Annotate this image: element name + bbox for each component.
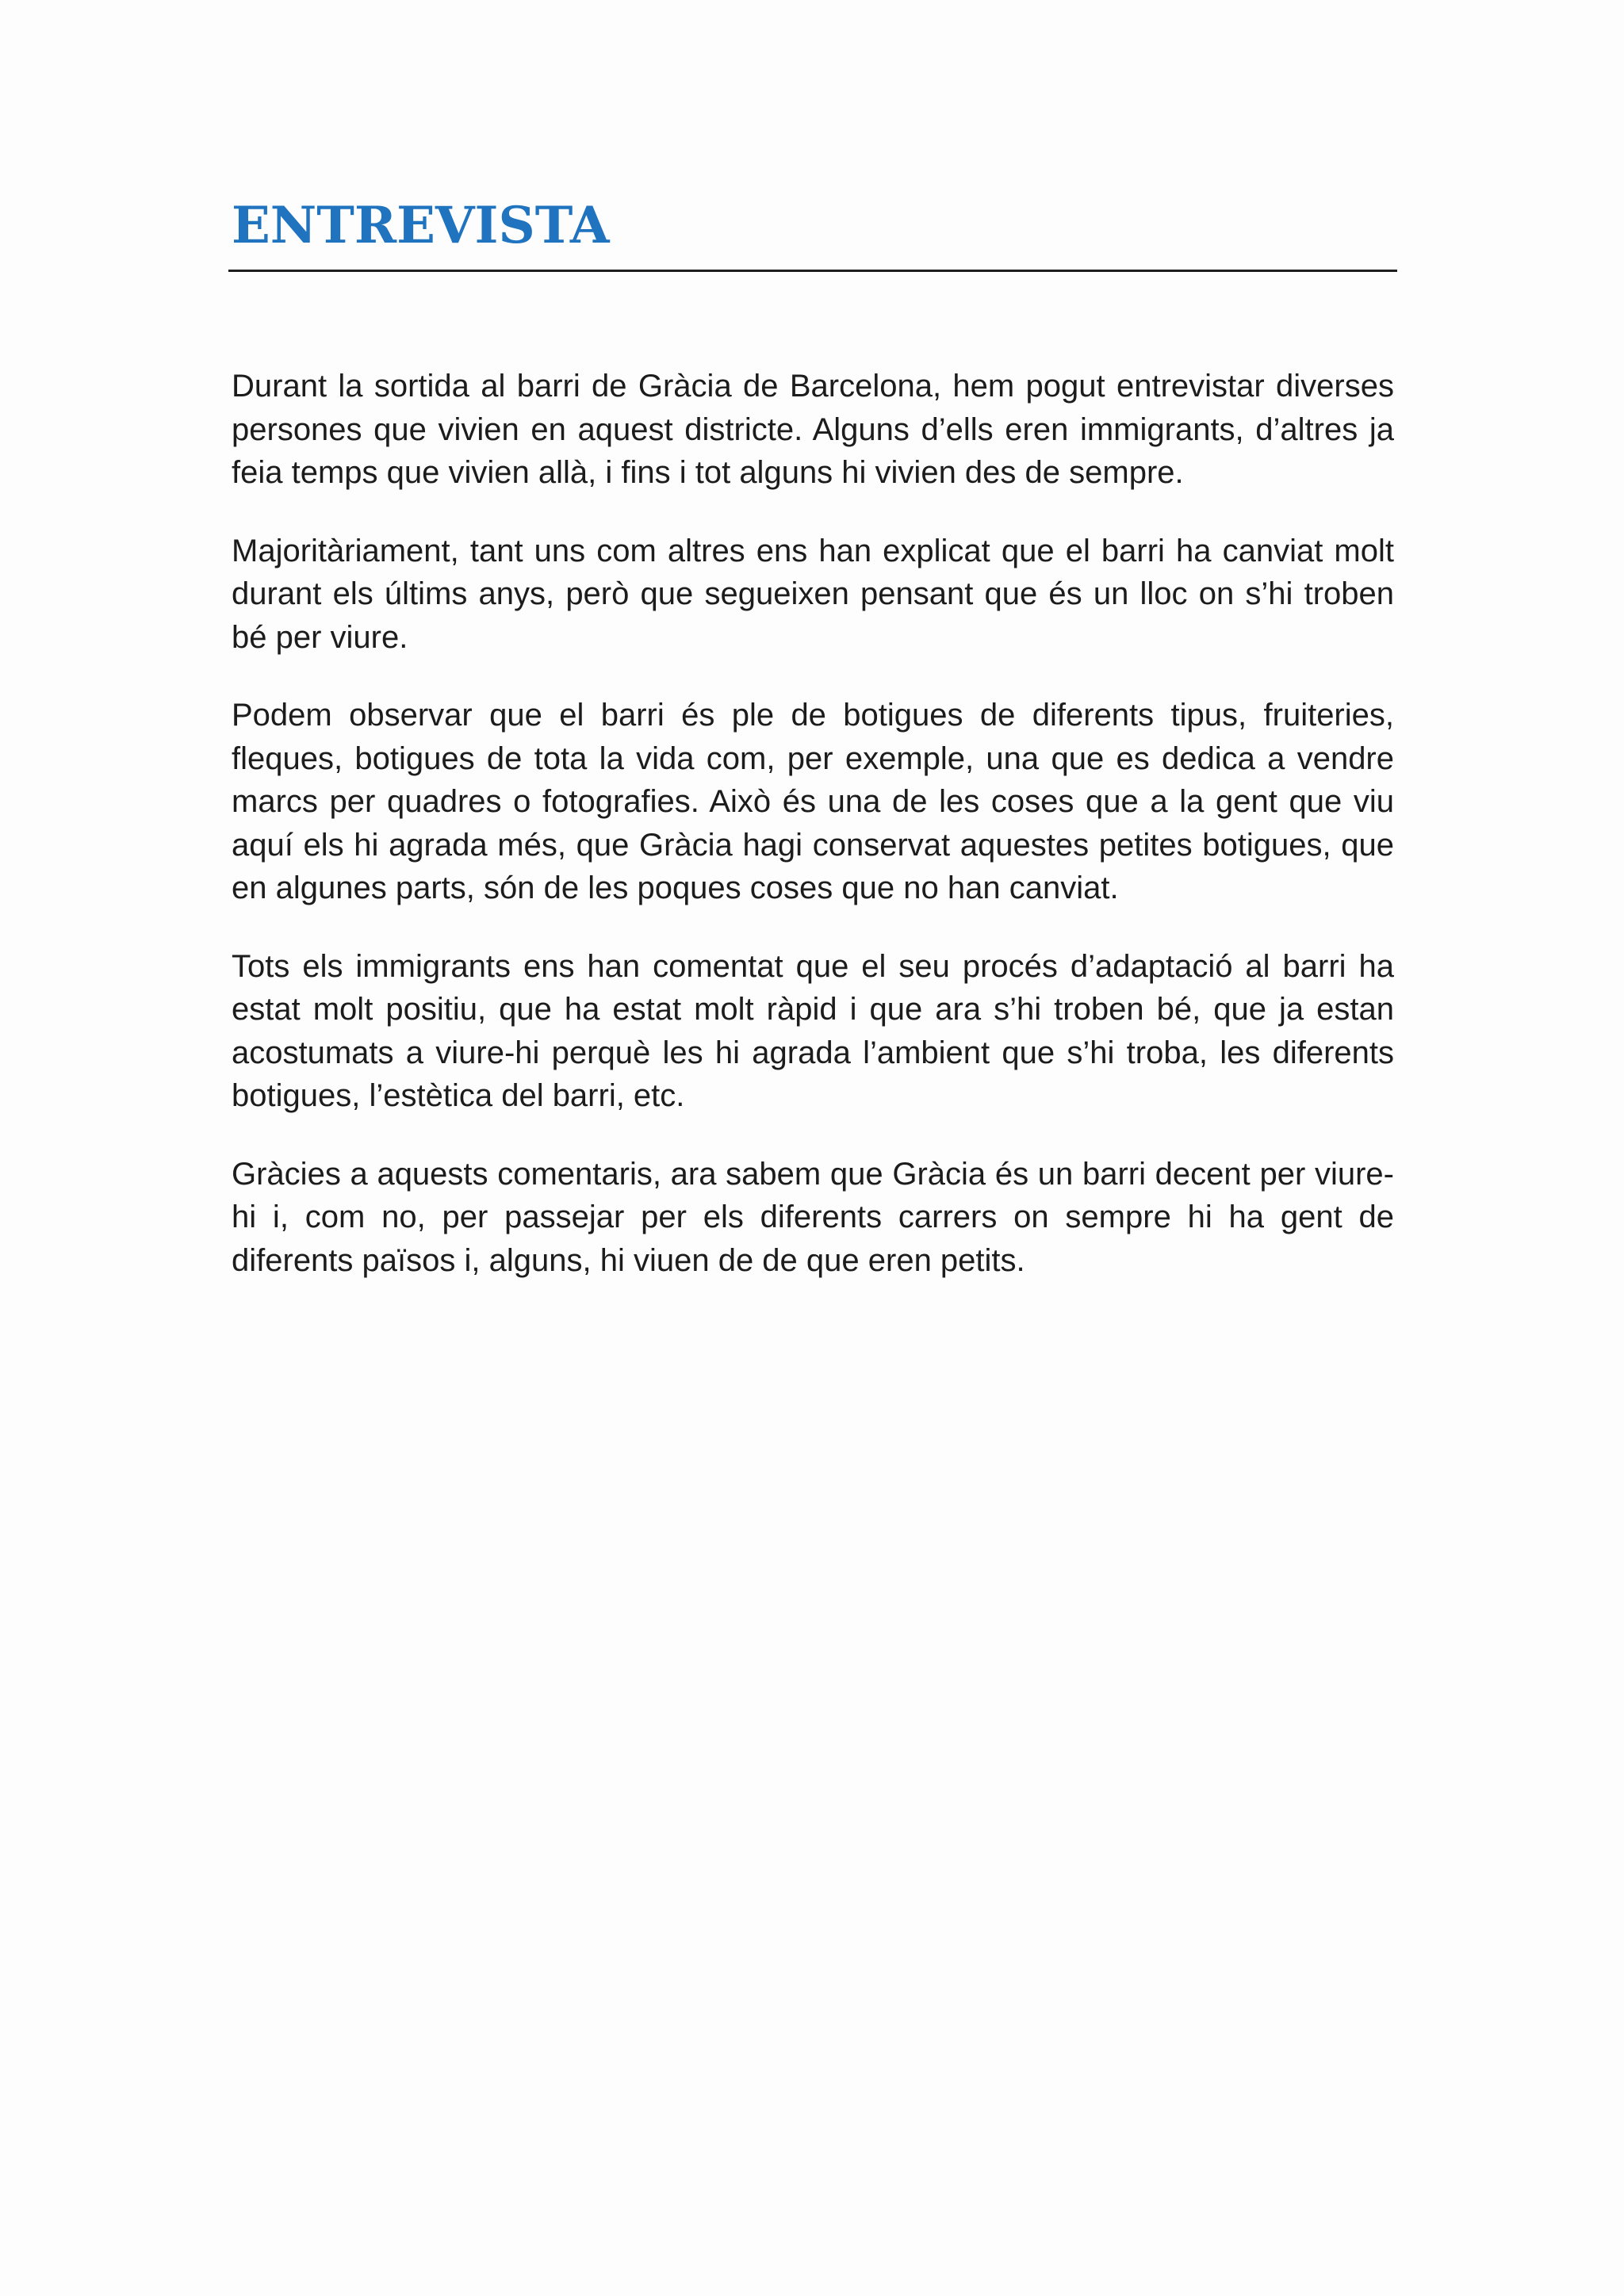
paragraph-shops: Podem observar que el barri és ple de botigues de diferents tipus, fruiteries, fleques, botigues de tota la vida com, per exemple, una que es dedica a vendre marcs per quadres o fotografies. Això és una de les coses que a la gent que viu aquí els hi agrada més, que Gràcia hagi conservat aquestes petites botigues, que en algunes parts, són de les poques coses que no han canviat. xyxy=(232,698,1394,905)
paragraph-intro: Durant la sortida al barri de Gràcia de Barcelona, hem pogut entrevistar diverses persones que vivien en aquest districte. Alguns d’ells eren immigrants, d’altres ja feia temps que vivien allà, i fins i tot alguns hi vivien des de sempre. xyxy=(232,369,1394,490)
paragraph-changes: Majoritàriament, tant uns com altres ens han explicat que el barri ha canviat molt durant els últims anys, però que segueixen pensant que és un lloc on s’hi troben bé per viure. xyxy=(232,533,1394,655)
title-underline xyxy=(228,270,1397,272)
document-body xyxy=(232,365,1394,1317)
page-title: ENTREVISTA xyxy=(232,196,610,255)
paragraph-immigrants: Tots els immigrants ens han comentat que el seu procés d’adaptació al barri ha estat molt positiu, que ha estat molt ràpid i que ara s’hi troben bé, que ja estan acostumats a viure-hi perquè les hi agrada l’ambient que s’hi troba, les diferents botigues, l’estètica del barri, etc. xyxy=(232,948,1394,1113)
paragraph-conclusion: Gràcies a aquests comentaris, ara sabem que Gràcia és un barri decent per viure-hi i, com no, per passejar per els diferents carrers on sempre hi ha gent de diferents països i, alguns, hi viuen de de que eren petits. xyxy=(232,1156,1394,1278)
